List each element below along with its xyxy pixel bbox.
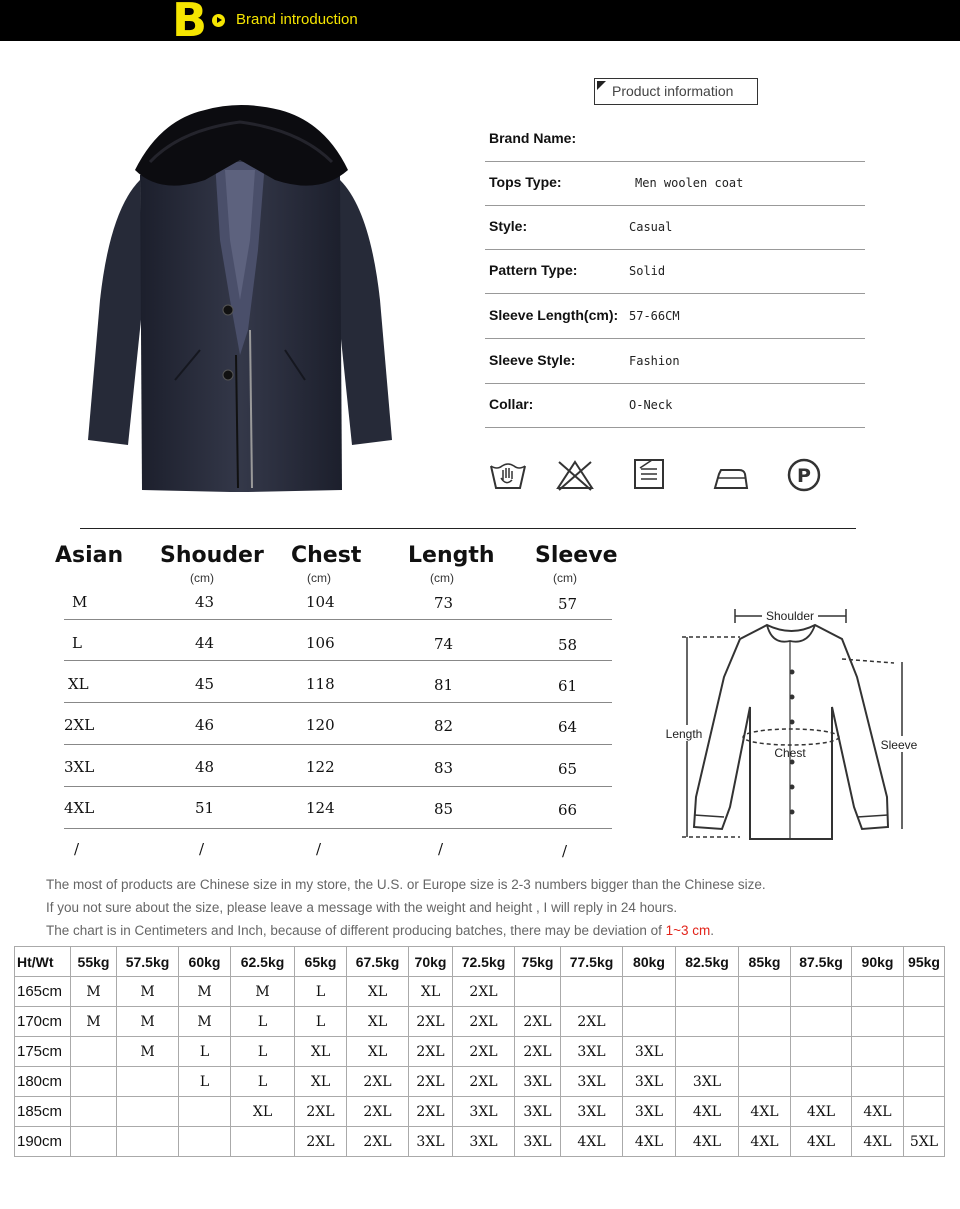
size-recommendation-cell: [676, 1007, 739, 1037]
size-recommendation-cell: 3XL: [515, 1127, 561, 1157]
size-cell: 4XL: [64, 799, 95, 817]
size-recommendation-cell: 2XL: [515, 1037, 561, 1067]
size-recommendation-cell: 3XL: [623, 1067, 676, 1097]
size-recommendation-cell: 2XL: [409, 1097, 453, 1127]
size-recommendation-cell: 4XL: [791, 1127, 852, 1157]
size-recommendation-cell: [852, 1007, 904, 1037]
size-recommendation-cell: M: [71, 977, 117, 1007]
size-recommendation-cell: [739, 977, 791, 1007]
note-line-3: [46, 923, 714, 938]
size-recommendation-cell: [623, 1007, 676, 1037]
size-recommendation-cell: 3XL: [561, 1097, 623, 1127]
brand-letter: B: [172, 0, 208, 47]
size-recommendation-cell: L: [231, 1007, 295, 1037]
size-recommendation-cell: 3XL: [453, 1097, 515, 1127]
size-recommendation-cell: [179, 1097, 231, 1127]
unit-label: (cm): [430, 571, 454, 585]
size-cell: 74: [434, 635, 454, 653]
size-recommendation-cell: [739, 1037, 791, 1067]
size-recommendation-cell: 2XL: [347, 1127, 409, 1157]
weight-header-cell: 90kg: [852, 947, 904, 977]
table-row: [15, 1007, 945, 1037]
sleeve-label: Sleeve: [880, 738, 918, 752]
weight-header-cell: 80kg: [623, 947, 676, 977]
row-separator: [64, 744, 612, 745]
weight-header-cell: 70kg: [409, 947, 453, 977]
spec-row-sleeve-length: [485, 295, 865, 339]
size-recommendation-cell: [904, 1067, 945, 1097]
size-recommendation-cell: 3XL: [409, 1127, 453, 1157]
height-weight-table: [14, 946, 945, 1157]
size-cell: 3XL: [64, 758, 95, 776]
size-recommendation-cell: 3XL: [453, 1127, 515, 1157]
size-recommendation-cell: 4XL: [739, 1097, 791, 1127]
chest-label: Chest: [774, 746, 806, 760]
spec-label: Brand Name:: [489, 130, 577, 146]
size-recommendation-cell: 2XL: [409, 1007, 453, 1037]
size-recommendation-cell: [117, 1097, 179, 1127]
spec-label: Pattern Type:: [489, 262, 578, 278]
size-cell: 2XL: [64, 716, 95, 734]
weight-header-cell: 65kg: [295, 947, 347, 977]
size-recommendation-cell: [71, 1127, 117, 1157]
weight-header-cell: 67.5kg: [347, 947, 409, 977]
size-cell: 61: [558, 677, 578, 695]
weight-header-cell: 82.5kg: [676, 947, 739, 977]
size-recommendation-cell: 2XL: [561, 1007, 623, 1037]
size-recommendation-cell: 2XL: [409, 1037, 453, 1067]
size-recommendation-cell: [904, 1037, 945, 1067]
size-cell: 82: [434, 717, 454, 735]
size-recommendation-cell: [852, 1037, 904, 1067]
size-recommendation-cell: M: [117, 1037, 179, 1067]
size-recommendation-cell: [852, 1067, 904, 1097]
spec-row-pattern: [485, 250, 865, 294]
unit-label: (cm): [553, 571, 577, 585]
size-recommendation-cell: 4XL: [676, 1097, 739, 1127]
measurement-diagram: [662, 597, 930, 847]
size-recommendation-cell: 5XL: [904, 1127, 945, 1157]
spec-row-collar: [485, 384, 865, 428]
size-recommendation-cell: L: [295, 1007, 347, 1037]
size-recommendation-cell: [117, 1127, 179, 1157]
table-header-row: [15, 947, 945, 977]
size-recommendation-cell: [515, 977, 561, 1007]
size-recommendation-cell: XL: [231, 1097, 295, 1127]
size-cell: 58: [558, 636, 578, 654]
size-recommendation-cell: [852, 977, 904, 1007]
height-cell: 165cm: [15, 977, 71, 1007]
spec-label: Collar:: [489, 396, 534, 412]
size-cell: 120: [306, 716, 335, 734]
row-separator: [64, 786, 612, 787]
size-recommendation-cell: [791, 1007, 852, 1037]
size-cell: XL: [68, 675, 89, 693]
height-cell: 180cm: [15, 1067, 71, 1097]
size-recommendation-cell: 4XL: [623, 1127, 676, 1157]
length-label: Length: [665, 727, 703, 741]
size-recommendation-cell: 3XL: [515, 1067, 561, 1097]
size-cell: 57: [558, 595, 578, 613]
size-recommendation-cell: [739, 1007, 791, 1037]
size-recommendation-cell: M: [117, 1007, 179, 1037]
size-recommendation-cell: 2XL: [453, 977, 515, 1007]
weight-header-cell: 62.5kg: [231, 947, 295, 977]
size-recommendation-cell: 4XL: [852, 1097, 904, 1127]
no-bleach-icon: [555, 456, 595, 494]
weight-header-cell: 77.5kg: [561, 947, 623, 977]
size-recommendation-cell: [231, 1127, 295, 1157]
size-recommendation-cell: 4XL: [791, 1097, 852, 1127]
table-row: [15, 1067, 945, 1097]
size-recommendation-cell: M: [71, 1007, 117, 1037]
spec-row-tops-type: [485, 162, 865, 206]
section-divider: [80, 528, 856, 529]
size-cell: 65: [558, 760, 578, 778]
size-recommendation-cell: 4XL: [676, 1127, 739, 1157]
weight-header-cell: 95kg: [904, 947, 945, 977]
size-cell: 83: [434, 759, 454, 777]
spec-value: Solid: [629, 264, 666, 278]
note-line-2: If you not sure about the size, please leave a message with the weight and height , I will reply in 24 hours.: [46, 900, 678, 915]
row-separator: [64, 828, 612, 829]
shoulder-label: Shoulder: [765, 609, 815, 623]
size-chart-header-chest: Chest: [291, 543, 362, 568]
size-chart-header-length: Length: [408, 543, 495, 568]
spec-value: Fashion: [629, 354, 680, 368]
spec-value: Men woolen coat: [635, 176, 744, 190]
height-cell: 170cm: [15, 1007, 71, 1037]
weight-header-cell: 87.5kg: [791, 947, 852, 977]
size-recommendation-cell: 3XL: [561, 1037, 623, 1067]
size-recommendation-cell: M: [179, 1007, 231, 1037]
size-cell: M: [72, 593, 88, 611]
svg-text:P: P: [797, 465, 811, 487]
dry-clean-p-icon: [785, 456, 825, 494]
size-recommendation-cell: XL: [295, 1067, 347, 1097]
size-recommendation-cell: [676, 1037, 739, 1067]
spec-label: Sleeve Length(cm):: [489, 307, 619, 323]
note-line-3-prefix: The chart is in Centimeters and Inch, because of different producing batches, there may be deviation of: [46, 923, 666, 938]
coat-product-image: [80, 100, 400, 495]
size-recommendation-cell: [561, 977, 623, 1007]
table-row: [15, 977, 945, 1007]
size-recommendation-cell: 3XL: [623, 1097, 676, 1127]
product-info-title: Product information: [612, 83, 734, 99]
dry-flat-icon: [630, 456, 670, 494]
size-recommendation-cell: [179, 1127, 231, 1157]
size-recommendation-cell: 2XL: [347, 1097, 409, 1127]
size-cell: 122: [306, 758, 335, 776]
size-cell: /: [199, 840, 205, 858]
unit-label: (cm): [307, 571, 331, 585]
size-recommendation-cell: L: [231, 1067, 295, 1097]
size-cell: 45: [195, 675, 215, 693]
size-recommendation-cell: 3XL: [515, 1097, 561, 1127]
size-cell: 43: [195, 593, 215, 611]
size-recommendation-cell: 3XL: [676, 1067, 739, 1097]
size-cell: 85: [434, 800, 454, 818]
size-cell: 64: [558, 718, 578, 736]
size-cell: 81: [434, 676, 454, 694]
table-row: [15, 1037, 945, 1067]
size-recommendation-cell: [904, 1007, 945, 1037]
size-recommendation-cell: 2XL: [453, 1007, 515, 1037]
size-recommendation-cell: 2XL: [453, 1037, 515, 1067]
size-cell: 48: [195, 758, 215, 776]
weight-header-cell: 57.5kg: [117, 947, 179, 977]
spec-label: Sleeve Style:: [489, 352, 576, 368]
spec-row-style: [485, 206, 865, 250]
size-cell: /: [74, 840, 80, 858]
table-corner-cell: Ht/Wt: [15, 947, 71, 977]
spec-value: Casual: [629, 220, 673, 234]
size-recommendation-cell: [623, 977, 676, 1007]
size-recommendation-cell: M: [117, 977, 179, 1007]
size-cell: /: [562, 842, 568, 860]
size-recommendation-cell: XL: [347, 1037, 409, 1067]
size-chart-header-shoulder: Shouder: [160, 543, 264, 568]
size-recommendation-cell: [71, 1067, 117, 1097]
size-recommendation-cell: 3XL: [623, 1037, 676, 1067]
size-recommendation-cell: L: [231, 1037, 295, 1067]
size-recommendation-cell: 2XL: [347, 1067, 409, 1097]
height-cell: 185cm: [15, 1097, 71, 1127]
size-cell: L: [72, 634, 82, 652]
size-recommendation-cell: M: [179, 977, 231, 1007]
size-recommendation-cell: [676, 977, 739, 1007]
play-bullet-icon: [212, 14, 225, 27]
size-chart-header-sleeve: Sleeve: [535, 543, 618, 568]
size-recommendation-cell: 3XL: [561, 1067, 623, 1097]
size-recommendation-cell: L: [295, 977, 347, 1007]
size-recommendation-cell: [71, 1037, 117, 1067]
table-row: [15, 1127, 945, 1157]
spec-label: Tops Type:: [489, 174, 562, 190]
size-cell: 73: [434, 594, 454, 612]
size-cell: 104: [306, 593, 335, 611]
spec-value: O-Neck: [629, 398, 673, 412]
unit-label: (cm): [190, 571, 214, 585]
deviation-highlight: 1~3 cm: [665, 923, 711, 938]
row-separator: [64, 619, 612, 620]
size-recommendation-cell: 2XL: [295, 1097, 347, 1127]
spec-label: Style:: [489, 218, 528, 234]
table-row: [15, 1097, 945, 1127]
note-line-1: The most of products are Chinese size in my store, the U.S. or Europe size is 2-3 numbers bigger than the Chinese size.: [46, 877, 766, 892]
height-cell: 175cm: [15, 1037, 71, 1067]
weight-header-cell: 60kg: [179, 947, 231, 977]
size-recommendation-cell: [739, 1067, 791, 1097]
size-recommendation-cell: 2XL: [453, 1067, 515, 1097]
spec-row-sleeve-style: [485, 340, 865, 384]
height-cell: 190cm: [15, 1127, 71, 1157]
size-recommendation-cell: 2XL: [515, 1007, 561, 1037]
row-separator: [64, 702, 612, 703]
spec-row-brand: [485, 118, 865, 162]
size-cell: 118: [306, 675, 335, 693]
size-recommendation-cell: 2XL: [295, 1127, 347, 1157]
note-line-3-suffix: .: [710, 923, 715, 938]
row-separator: [64, 660, 612, 661]
size-recommendation-cell: 2XL: [409, 1067, 453, 1097]
iron-icon: [711, 456, 751, 494]
size-recommendation-cell: [71, 1097, 117, 1127]
corner-triangle-icon: [597, 81, 606, 90]
size-cell: /: [438, 840, 444, 858]
size-recommendation-cell: L: [179, 1067, 231, 1097]
size-recommendation-cell: [791, 977, 852, 1007]
product-info-title-box: [594, 78, 758, 105]
size-recommendation-cell: L: [179, 1037, 231, 1067]
size-recommendation-cell: 4XL: [739, 1127, 791, 1157]
size-cell: 46: [195, 716, 215, 734]
size-cell: /: [316, 840, 322, 858]
size-cell: 106: [306, 634, 335, 652]
size-recommendation-cell: [904, 977, 945, 1007]
size-recommendation-cell: [904, 1097, 945, 1127]
size-recommendation-cell: [791, 1067, 852, 1097]
size-recommendation-cell: XL: [409, 977, 453, 1007]
size-recommendation-cell: [117, 1067, 179, 1097]
header-bar: [0, 0, 960, 47]
size-chart-header-asian: Asian: [55, 543, 124, 568]
size-recommendation-cell: [791, 1037, 852, 1067]
size-recommendation-cell: M: [231, 977, 295, 1007]
size-cell: 44: [195, 634, 215, 652]
size-recommendation-cell: 4XL: [852, 1127, 904, 1157]
hand-wash-icon: [488, 456, 528, 494]
weight-header-cell: 72.5kg: [453, 947, 515, 977]
size-recommendation-cell: XL: [295, 1037, 347, 1067]
size-cell: 51: [195, 799, 215, 817]
size-recommendation-cell: 4XL: [561, 1127, 623, 1157]
weight-header-cell: 85kg: [739, 947, 791, 977]
size-cell: 66: [558, 801, 578, 819]
size-recommendation-cell: XL: [347, 977, 409, 1007]
spec-value: 57-66CM: [629, 309, 680, 323]
header-title: Brand introduction: [236, 11, 358, 28]
size-cell: 124: [306, 799, 335, 817]
weight-header-cell: 75kg: [515, 947, 561, 977]
size-recommendation-cell: XL: [347, 1007, 409, 1037]
weight-header-cell: 55kg: [71, 947, 117, 977]
